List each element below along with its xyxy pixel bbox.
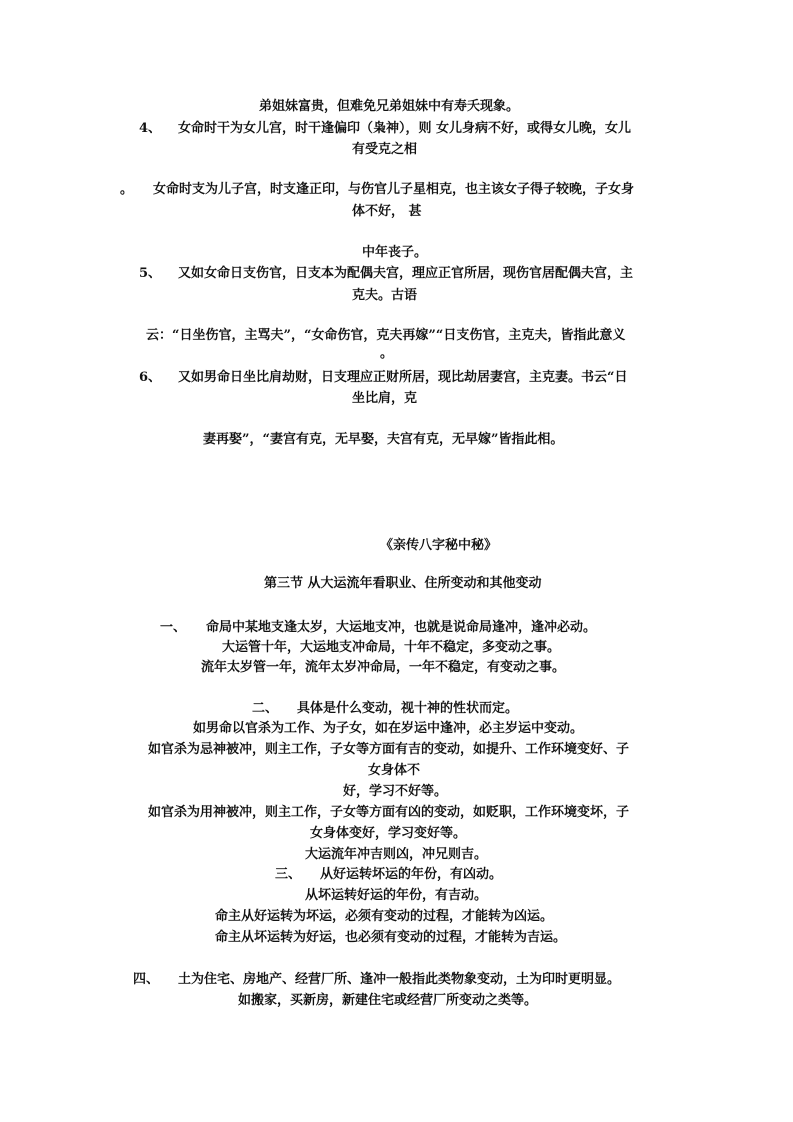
text-line: 女命时干为女儿宫，时干逢偏印（枭神），则 女儿身病不好，或得女儿晚，女儿 (178, 121, 632, 136)
text-line: 女命时支为儿子宫，时支逢正印，与伤官儿子星相克，也主该女子得子较晚，子女身 (153, 182, 635, 197)
item-number: 一、 (160, 620, 187, 635)
text-line: 女身体不 (368, 763, 421, 778)
text-line: 妻再娶”，“妻宫有克，无早娶，夫宫有克，无早嫁”皆指此相。 (203, 432, 564, 447)
text-line: 好，学习不好等。 (343, 784, 448, 799)
text-line: 大运流年冲吉则凶，冲兄则吉。 (305, 847, 488, 862)
text-line: 从坏运转好运的年份，有吉动。 (305, 888, 488, 903)
book-title: 《亲传八字秘中秘》 (380, 538, 498, 553)
item-number: 4、 (139, 121, 162, 136)
text-line: 如男命以官杀为工作、为子女，如在岁运中逢冲，必主岁运中变动。 (193, 721, 584, 736)
section-heading: 第三节 从大运流年看职业、住所变动和其他变动 (264, 576, 542, 591)
text-line: 克夫。古语 (352, 288, 418, 303)
text-line: 土为住宅、房地产、经营厂所、逢冲一般指此类物象变动，土为印时更明显。 (178, 972, 621, 987)
text-line: 命主从好运转为坏运，必须有变动的过程，才能转为凶运。 (215, 909, 554, 924)
item-number: 四、 (133, 972, 160, 987)
item-number: 6、 (139, 370, 162, 385)
text-line: 流年太岁管一年，流年太岁冲命局，一年不稳定，有变动之事。 (201, 660, 566, 675)
text-line: 弟姐妹富贵，但难免兄弟姐妹中有寿夭现象。 (259, 99, 520, 114)
item-number: 二、 (252, 701, 279, 716)
text-line: 大运管十年，大运地支冲命局，十年不稳定，多变动之事。 (222, 640, 561, 655)
item-number: 5、 (139, 266, 162, 281)
text-line: 命局中某地支逢太岁，大运地支冲，也就是说命局逢冲，逢冲必动。 (206, 620, 597, 635)
text-line: 具体是什么变动，视十神的性状而定。 (297, 701, 519, 716)
text-line: 又如男命日坐比肩劫财，日支理应正财所居，现比劫居妻宫，主克妻。书云“日 (178, 370, 628, 385)
bullet-dot: 。 (380, 346, 394, 361)
text-line: 云：“日坐伤官，主骂夫”，“女命伤官，克夫再嫁”“日支伤官，主克夫，皆指此意义 (146, 328, 626, 343)
text-line: 命主从坏运转为好运，也必须有变动的过程，才能转为吉运。 (215, 930, 567, 945)
text-line: 女身体变好，学习变好等。 (310, 826, 467, 841)
text-line: 有受克之相 (352, 142, 418, 157)
text-line: 坐比肩，克 (352, 391, 418, 406)
text-line: 如官杀为忌神被冲，则主工作，子女等方面有吉的变动，如提升、工作环境变好、子 (148, 742, 630, 757)
text-line: 如搬家，买新房，新建住宅或经营厂所变动之类等。 (238, 993, 538, 1008)
text-line: 又如女命日支伤官，日支本为配偶夫宫，理应正官所居，现伤官居配偶夫宫，主 (178, 266, 634, 281)
bullet-dot: 。 (120, 182, 134, 197)
text-line: 中年丧子。 (362, 245, 428, 260)
text-line: 从好运转坏运的年份，有凶动。 (320, 867, 503, 882)
text-line: 如官杀为用神被冲，则主工作，子女等方面有凶的变动，如贬职，工作环境变坏，子 (148, 805, 630, 820)
text-line: 体不好， 甚 (352, 204, 422, 219)
item-number: 三、 (275, 867, 302, 882)
